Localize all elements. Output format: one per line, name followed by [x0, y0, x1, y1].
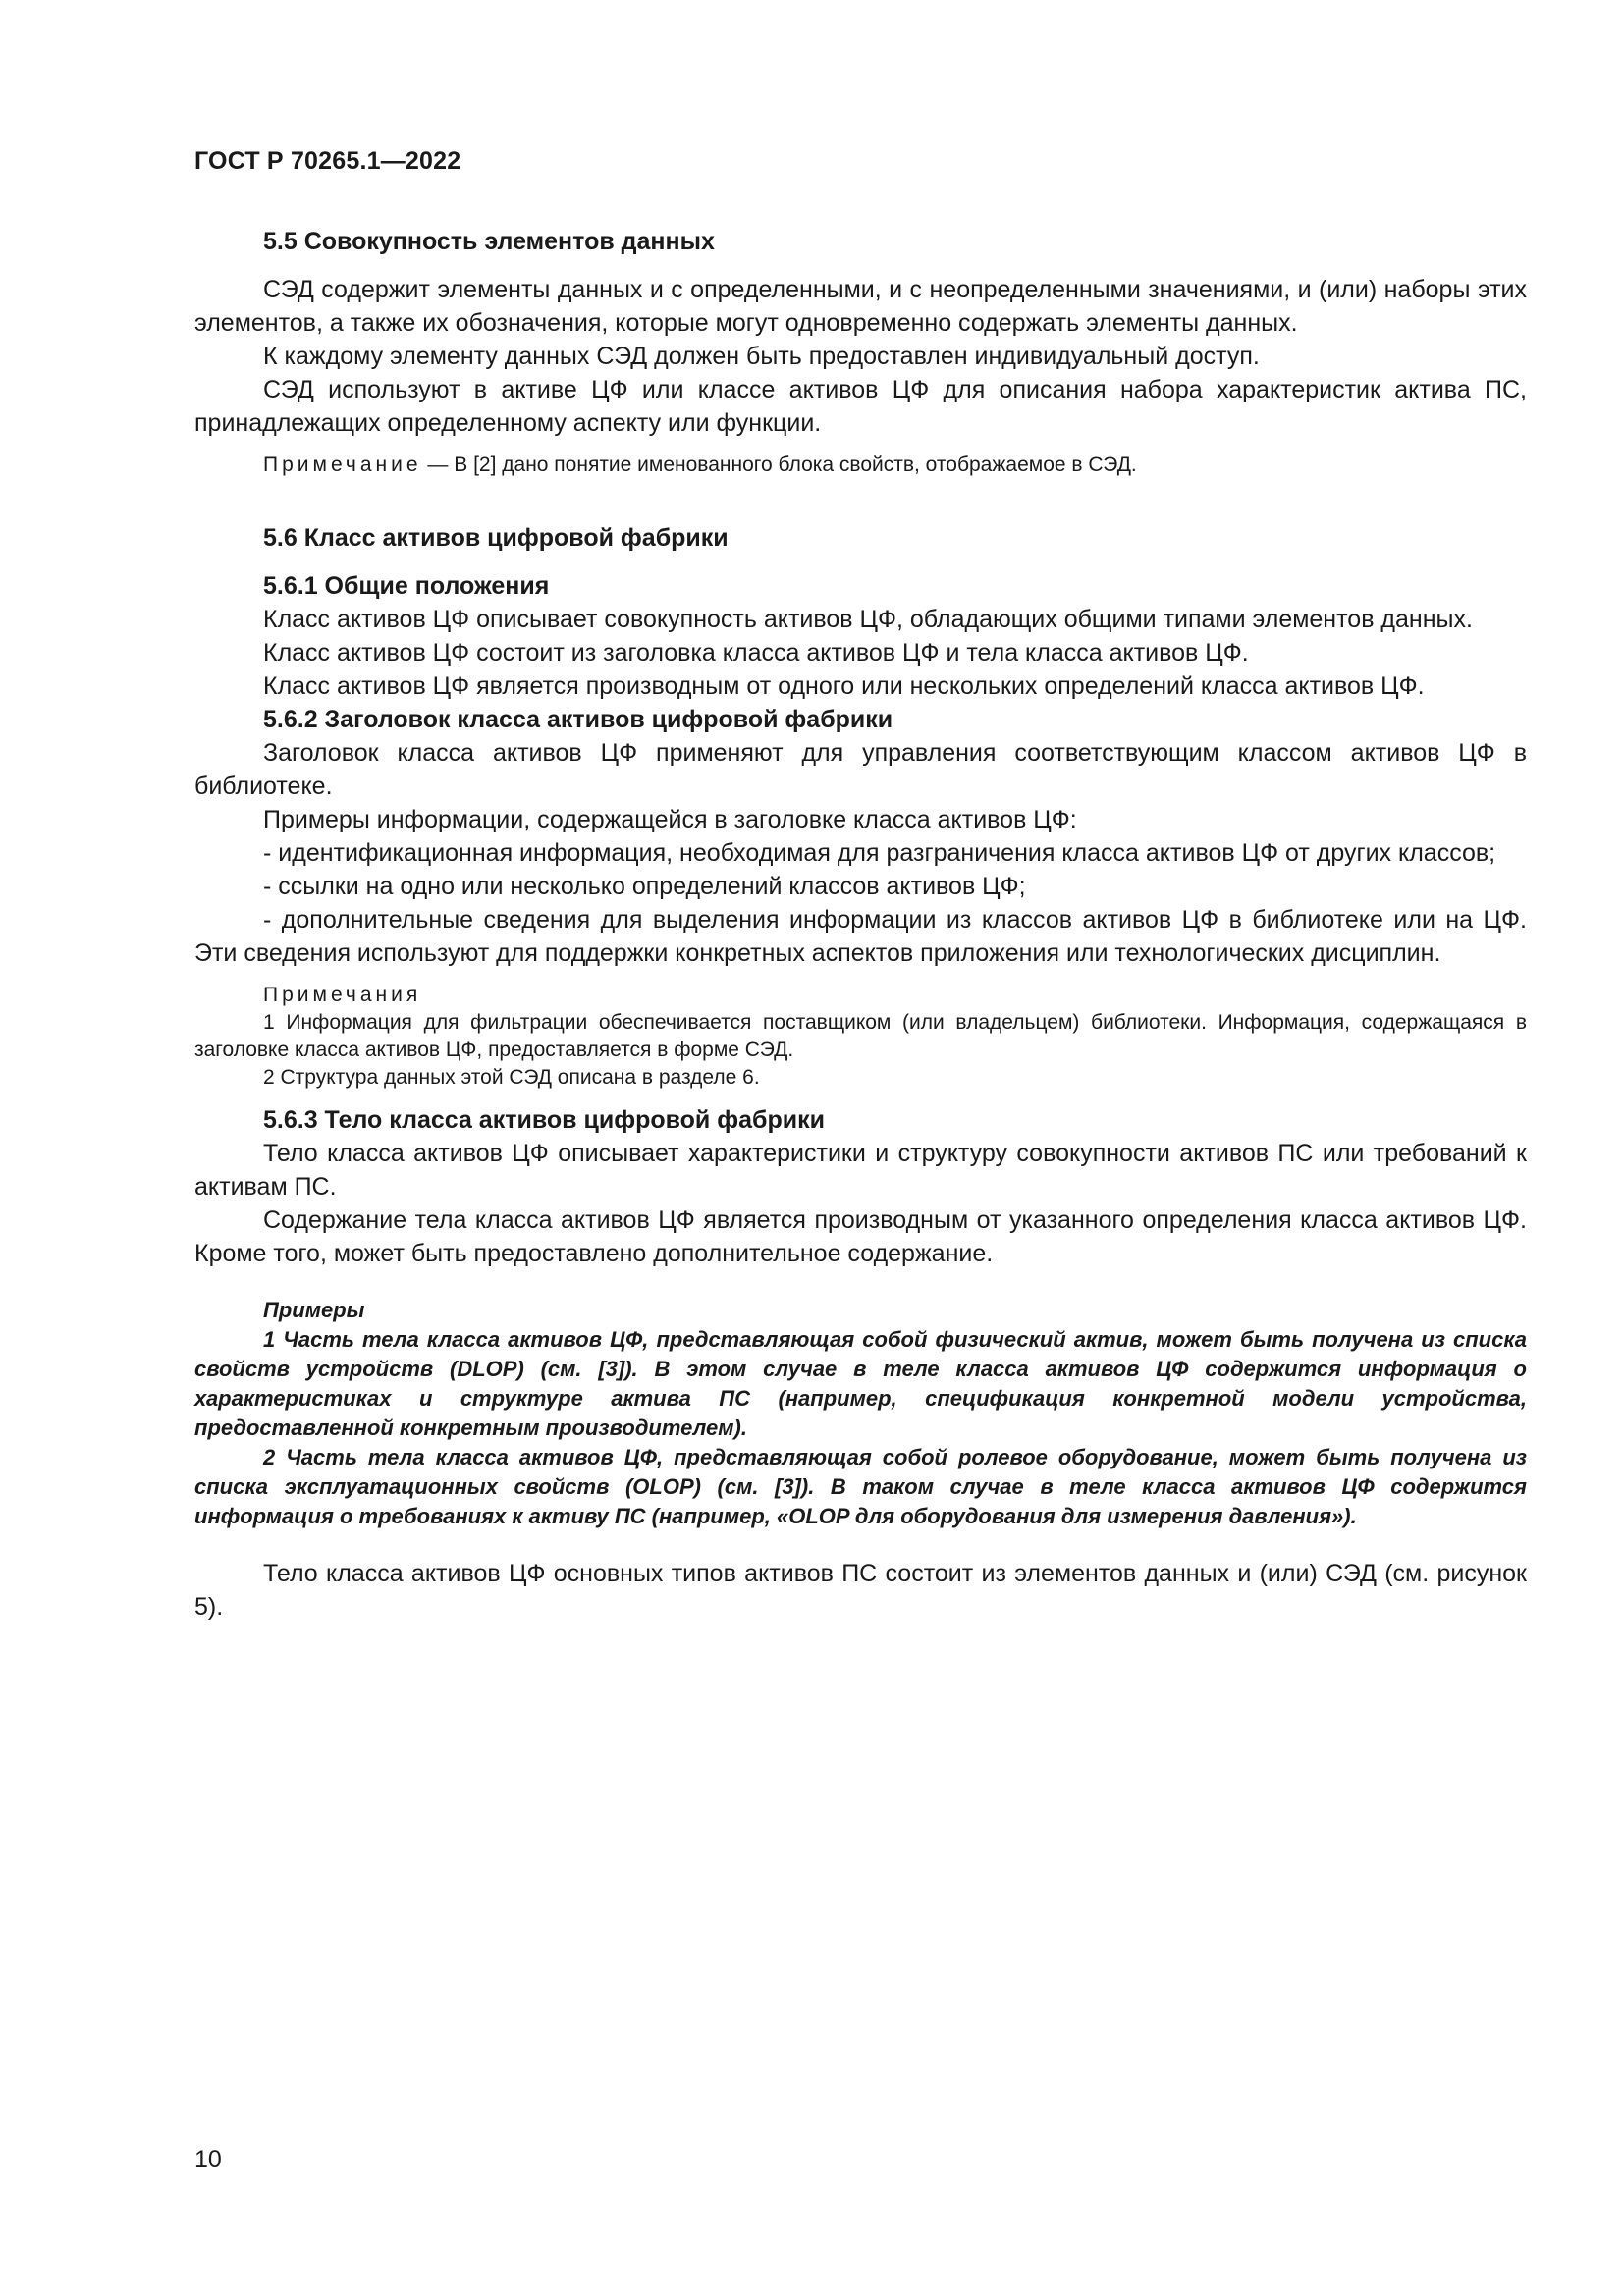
subsection-heading-5-6-3: 5.6.3 Тело класса активов цифровой фабрики	[263, 1106, 825, 1134]
paragraph: К каждому элементу данных СЭД должен быть предоставлен индивидуальный доступ.	[263, 343, 1260, 370]
paragraph: Тело класса активов ЦФ описывает характеристики и структуру совокупности активов ПС или требований к активам ПС.	[194, 1140, 1527, 1201]
subsection-heading-5-6-1: 5.6.1 Общие положения	[263, 572, 550, 600]
note: 1 Информация для фильтрации обеспечивается поставщиком (или владельцем) библиотеки. Информация, содержащаяся в заголовке класса активов ЦФ, предоставляется в форме СЭД.	[194, 1011, 1527, 1061]
paragraph: СЭД используют в активе ЦФ или классе активов ЦФ для описания набора характеристик актива ПС, принадлежащих определенному аспекту или функции.	[194, 376, 1527, 437]
example: 2 Часть тела класса активов ЦФ, представляющая собой ролевое оборудование, может быть получена из списка эксплуатационных свойств (OLOP) (см. [3]). В таком случае в теле класса активов ЦФ содержится информация о требованиях к активу ПС (например, «OLOP для оборудования для измерения давления»).	[194, 1445, 1527, 1528]
subsection-heading-5-6-2: 5.6.2 Заголовок класса активов цифровой фабрики	[263, 706, 893, 733]
paragraph: Класс активов ЦФ описывает совокупность активов ЦФ, обладающих общими типами элементов данных.	[263, 606, 1473, 633]
paragraph: СЭД содержит элементы данных и с определенными, и с неопределенными значениями, и (или) наборы этих элементов, а также их обозначения, которые могут одновременно содержать элементы данных.	[194, 276, 1527, 337]
example: 1 Часть тела класса активов ЦФ, представляющая собой физический актив, может быть получена из списка свойств устройств (DLOP) (см. [3]). В этом случае в теле класса активов ЦФ содержится информация о характеристиках и структуре актива ПС (например, спецификация конкретной модели устройства, предоставленной конкретным производителем).	[194, 1327, 1527, 1440]
section-heading-5-6: 5.6 Класс активов цифровой фабрики	[263, 524, 729, 552]
note-label: Примечание	[263, 454, 422, 476]
paragraph: Класс активов ЦФ является производным от одного или нескольких определений класса активов ЦФ.	[263, 672, 1425, 700]
section-heading-5-5: 5.5 Совокупность элементов данных	[263, 228, 715, 255]
paragraph: Класс активов ЦФ состоит из заголовка класса активов ЦФ и тела класса активов ЦФ.	[263, 639, 1249, 667]
list-item: - идентификационная информация, необходимая для разграничения класса активов ЦФ от других классов;	[263, 839, 1496, 867]
list-item: - ссылки на одно или несколько определений классов активов ЦФ;	[263, 873, 1026, 900]
examples-label: Примеры	[263, 1298, 365, 1322]
note	[194, 452, 1527, 479]
note-text: — В [2] дано понятие именованного блока свойств, отображаемое в СЭД.	[421, 454, 1137, 476]
page-number: 10	[194, 2146, 222, 2173]
notes-label: Примечания	[263, 984, 422, 1006]
list-item: - дополнительные сведения для выделения информации из классов активов ЦФ в библиотеке или на ЦФ. Эти сведения используют для поддержки конкретных аспектов приложения или технологических дисциплин.	[194, 906, 1527, 967]
paragraph: Заголовок класса активов ЦФ применяют для управления соответствующим классом активов ЦФ в библиотеке.	[194, 739, 1527, 800]
document-id: ГОСТ Р 70265.1—2022	[194, 147, 461, 175]
paragraph: Содержание тела класса активов ЦФ является производным от указанного определения класса активов ЦФ. Кроме того, может быть предоставлено дополнительное содержание.	[194, 1206, 1527, 1267]
note: 2 Структура данных этой СЭД описана в разделе 6.	[263, 1066, 760, 1089]
page-content	[194, 222, 1527, 1624]
paragraph: Примеры информации, содержащейся в заголовке класса активов ЦФ:	[263, 806, 1077, 833]
paragraph: Тело класса активов ЦФ основных типов активов ПС состоит из элементов данных и (или) СЭД (см. рисунок 5).	[194, 1560, 1527, 1621]
